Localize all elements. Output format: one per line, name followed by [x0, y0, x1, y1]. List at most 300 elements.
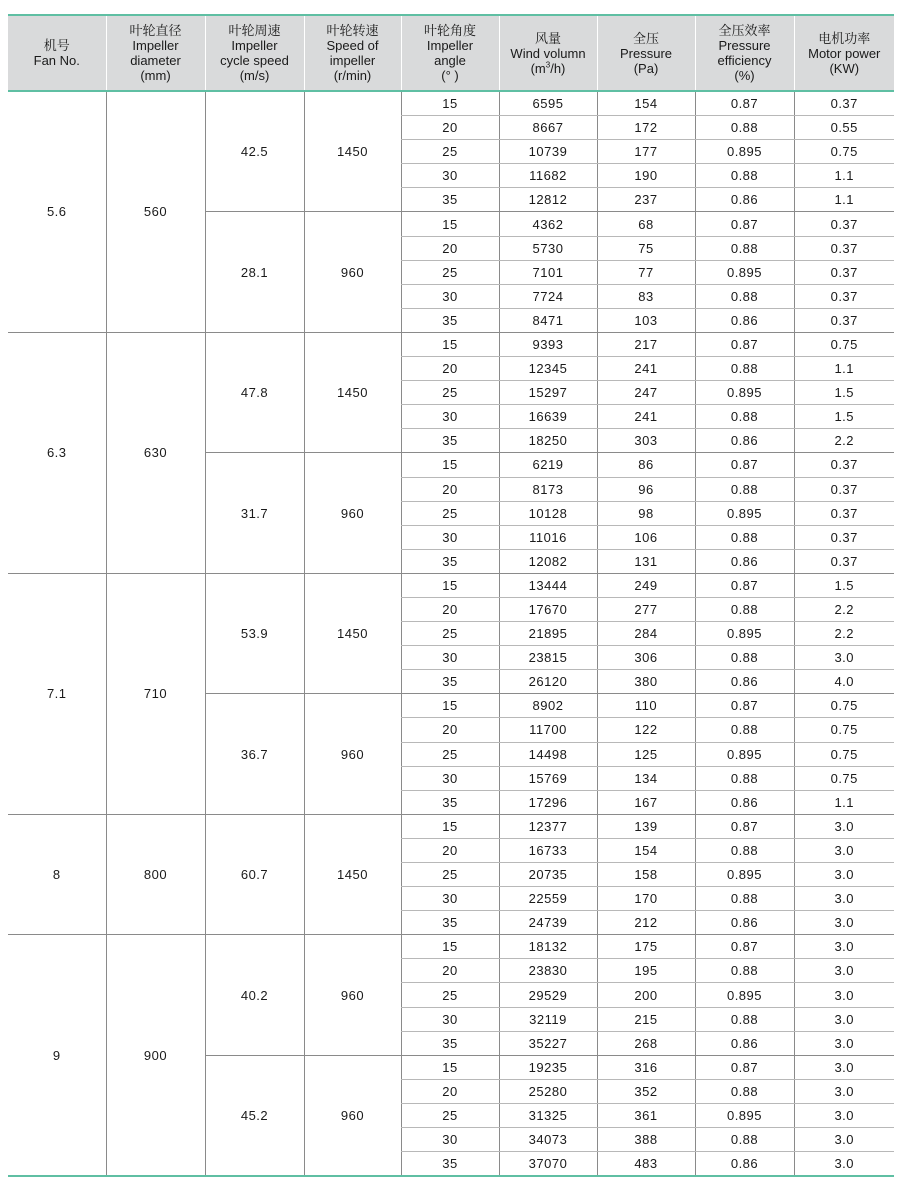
pressure-cell: 167 [597, 790, 695, 814]
motor-power-cell: 1.1 [794, 164, 894, 188]
efficiency-cell: 0.87 [695, 935, 794, 959]
header-en: impeller [329, 53, 376, 68]
angle-cell: 30 [401, 1007, 499, 1031]
wind-volume-cell: 10739 [499, 140, 597, 164]
header-en: (r/min) [333, 68, 372, 83]
efficiency-cell: 0.88 [695, 597, 794, 621]
pressure-cell: 98 [597, 501, 695, 525]
motor-power-cell: 3.0 [794, 863, 894, 887]
wind-volume-cell: 14498 [499, 742, 597, 766]
efficiency-cell: 0.86 [695, 549, 794, 573]
pressure-cell: 77 [597, 260, 695, 284]
efficiency-cell: 0.87 [695, 694, 794, 718]
efficiency-cell: 0.87 [695, 814, 794, 838]
wind-volume-cell: 24739 [499, 911, 597, 935]
wind-volume-cell: 13444 [499, 573, 597, 597]
header-cycle-speed [205, 15, 304, 91]
diameter-cell: 710 [106, 573, 205, 814]
angle-cell: 30 [401, 646, 499, 670]
motor-power-cell: 3.0 [794, 887, 894, 911]
wind-volume-cell: 18132 [499, 935, 597, 959]
pressure-cell: 217 [597, 332, 695, 356]
angle-cell: 35 [401, 429, 499, 453]
motor-power-cell: 3.0 [794, 814, 894, 838]
angle-cell: 30 [401, 887, 499, 911]
angle-cell: 15 [401, 935, 499, 959]
wind-volume-cell: 25280 [499, 1079, 597, 1103]
header-en: (KW) [829, 60, 860, 76]
motor-power-cell: 0.37 [794, 549, 894, 573]
angle-cell: 25 [401, 742, 499, 766]
efficiency-cell: 0.88 [695, 164, 794, 188]
wind-volume-cell: 7724 [499, 284, 597, 308]
angle-cell: 35 [401, 308, 499, 332]
efficiency-cell: 0.88 [695, 766, 794, 790]
header-zh: 电机功率 [818, 30, 871, 46]
fan-no-cell: 9 [8, 935, 106, 1176]
pressure-cell: 237 [597, 188, 695, 212]
angle-cell: 20 [401, 597, 499, 621]
header-impeller-angle [401, 15, 499, 91]
pressure-cell: 106 [597, 525, 695, 549]
angle-cell: 15 [401, 814, 499, 838]
wind-volume-cell: 9393 [499, 332, 597, 356]
wind-volume-cell: 15769 [499, 766, 597, 790]
angle-cell: 20 [401, 116, 499, 140]
header-en: (m/s) [239, 68, 270, 83]
cycle-speed-cell: 60.7 [205, 814, 304, 934]
wind-volume-cell: 6595 [499, 91, 597, 116]
unit-superscript: 3 [545, 60, 551, 70]
pressure-cell: 268 [597, 1031, 695, 1055]
motor-power-cell: 1.5 [794, 405, 894, 429]
motor-power-cell: 0.37 [794, 284, 894, 308]
efficiency-cell: 0.88 [695, 284, 794, 308]
pressure-cell: 158 [597, 863, 695, 887]
angle-cell: 15 [401, 332, 499, 356]
motor-power-cell: 0.37 [794, 260, 894, 284]
efficiency-cell: 0.895 [695, 501, 794, 525]
wind-volume-cell: 22559 [499, 887, 597, 911]
motor-power-cell: 0.55 [794, 116, 894, 140]
efficiency-cell: 0.895 [695, 381, 794, 405]
header-row [8, 15, 894, 91]
header-zh: 全压效率 [718, 23, 771, 38]
fan-no-cell: 8 [8, 814, 106, 934]
angle-cell: 20 [401, 357, 499, 381]
angle-cell: 20 [401, 1079, 499, 1103]
angle-cell: 35 [401, 1031, 499, 1055]
rpm-cell: 1450 [304, 573, 401, 693]
header-en: Wind volumn [510, 45, 586, 61]
pressure-cell: 352 [597, 1079, 695, 1103]
angle-cell: 25 [401, 501, 499, 525]
wind-volume-cell: 17296 [499, 790, 597, 814]
wind-volume-cell: 4362 [499, 212, 597, 236]
motor-power-cell: 4.0 [794, 670, 894, 694]
wind-volume-cell: 16639 [499, 405, 597, 429]
motor-power-cell: 0.75 [794, 140, 894, 164]
unit-part: /h) [550, 60, 566, 76]
pressure-cell: 122 [597, 718, 695, 742]
efficiency-cell: 0.86 [695, 308, 794, 332]
efficiency-cell: 0.87 [695, 1055, 794, 1079]
wind-volume-cell: 11682 [499, 164, 597, 188]
table-body [8, 91, 894, 1176]
wind-volume-cell: 18250 [499, 429, 597, 453]
motor-power-cell: 3.0 [794, 1152, 894, 1177]
cycle-speed-cell: 47.8 [205, 332, 304, 452]
table-header [8, 15, 894, 91]
efficiency-cell: 0.88 [695, 959, 794, 983]
header-en: Impeller [132, 38, 179, 53]
motor-power-cell: 3.0 [794, 646, 894, 670]
header-en: Motor power [808, 45, 881, 61]
header-en: Pressure [718, 38, 771, 53]
motor-power-cell: 2.2 [794, 597, 894, 621]
angle-cell: 30 [401, 525, 499, 549]
wind-volume-cell: 21895 [499, 622, 597, 646]
pressure-cell: 83 [597, 284, 695, 308]
efficiency-cell: 0.88 [695, 1128, 794, 1152]
header-motor-power [794, 15, 894, 91]
efficiency-cell: 0.86 [695, 188, 794, 212]
pressure-cell: 249 [597, 573, 695, 597]
motor-power-cell: 0.37 [794, 501, 894, 525]
wind-volume-cell: 29529 [499, 983, 597, 1007]
motor-power-cell: 1.5 [794, 573, 894, 597]
angle-cell: 30 [401, 766, 499, 790]
motor-power-cell: 0.37 [794, 212, 894, 236]
rpm-cell: 960 [304, 1055, 401, 1176]
header-wind-volume [499, 15, 597, 91]
header-zh: 机号 [43, 38, 70, 53]
header-fan-no [8, 15, 106, 91]
pressure-cell: 483 [597, 1152, 695, 1177]
wind-volume-cell: 6219 [499, 453, 597, 477]
header-en: cycle speed [220, 53, 289, 68]
angle-cell: 25 [401, 140, 499, 164]
motor-power-cell: 3.0 [794, 1055, 894, 1079]
efficiency-cell: 0.895 [695, 1103, 794, 1127]
rpm-cell: 960 [304, 212, 401, 332]
motor-power-cell: 1.1 [794, 188, 894, 212]
pressure-cell: 96 [597, 477, 695, 501]
angle-cell: 30 [401, 164, 499, 188]
cycle-speed-cell: 36.7 [205, 694, 304, 814]
header-zh: 叶轮转速 [326, 23, 379, 38]
cycle-speed-cell: 28.1 [205, 212, 304, 332]
wind-volume-cell: 16733 [499, 838, 597, 862]
pressure-cell: 170 [597, 887, 695, 911]
angle-cell: 25 [401, 1103, 499, 1127]
pressure-cell: 154 [597, 91, 695, 116]
wind-volume-cell: 20735 [499, 863, 597, 887]
table-row [8, 91, 894, 116]
wind-volume-cell: 11700 [499, 718, 597, 742]
wind-volume-cell: 32119 [499, 1007, 597, 1031]
wind-volume-cell: 35227 [499, 1031, 597, 1055]
angle-cell: 35 [401, 549, 499, 573]
efficiency-cell: 0.88 [695, 357, 794, 381]
angle-cell: 30 [401, 1128, 499, 1152]
pressure-cell: 247 [597, 381, 695, 405]
efficiency-cell: 0.895 [695, 140, 794, 164]
motor-power-cell: 3.0 [794, 838, 894, 862]
angle-cell: 15 [401, 694, 499, 718]
header-en: (° ) [441, 68, 459, 83]
angle-cell: 25 [401, 622, 499, 646]
motor-power-cell: 1.1 [794, 790, 894, 814]
rpm-cell: 960 [304, 694, 401, 814]
motor-power-cell: 2.2 [794, 622, 894, 646]
efficiency-cell: 0.88 [695, 718, 794, 742]
header-en: Fan No. [33, 53, 80, 68]
pressure-cell: 110 [597, 694, 695, 718]
efficiency-cell: 0.88 [695, 1007, 794, 1031]
wind-volume-cell: 26120 [499, 670, 597, 694]
efficiency-cell: 0.895 [695, 260, 794, 284]
efficiency-cell: 0.88 [695, 887, 794, 911]
wind-volume-cell: 8667 [499, 116, 597, 140]
wind-volume-cell: 12377 [499, 814, 597, 838]
fan-no-cell: 7.1 [8, 573, 106, 814]
motor-power-cell: 3.0 [794, 959, 894, 983]
angle-cell: 35 [401, 1152, 499, 1177]
pressure-cell: 277 [597, 597, 695, 621]
pressure-cell: 195 [597, 959, 695, 983]
efficiency-cell: 0.87 [695, 91, 794, 116]
header-en: (%) [734, 68, 755, 83]
efficiency-cell: 0.86 [695, 429, 794, 453]
angle-cell: 15 [401, 212, 499, 236]
table-row [8, 332, 894, 356]
motor-power-cell: 2.2 [794, 429, 894, 453]
motor-power-cell: 1.1 [794, 357, 894, 381]
header-impeller-speed [304, 15, 401, 91]
header-en: diameter [130, 53, 181, 68]
fan-no-cell: 5.6 [8, 91, 106, 332]
motor-power-cell: 3.0 [794, 1079, 894, 1103]
efficiency-cell: 0.88 [695, 1079, 794, 1103]
diameter-cell: 900 [106, 935, 205, 1176]
wind-volume-cell: 12082 [499, 549, 597, 573]
pressure-cell: 190 [597, 164, 695, 188]
angle-cell: 20 [401, 959, 499, 983]
motor-power-cell: 0.37 [794, 91, 894, 116]
header-impeller-diameter [106, 15, 205, 91]
pressure-cell: 177 [597, 140, 695, 164]
efficiency-cell: 0.895 [695, 742, 794, 766]
motor-power-cell: 3.0 [794, 935, 894, 959]
angle-cell: 30 [401, 405, 499, 429]
rpm-cell: 1450 [304, 814, 401, 934]
pressure-cell: 75 [597, 236, 695, 260]
wind-volume-cell: 23815 [499, 646, 597, 670]
angle-cell: 20 [401, 477, 499, 501]
pressure-cell: 125 [597, 742, 695, 766]
motor-power-cell: 3.0 [794, 911, 894, 935]
motor-power-cell: 3.0 [794, 1031, 894, 1055]
efficiency-cell: 0.895 [695, 863, 794, 887]
motor-power-cell: 0.75 [794, 766, 894, 790]
pressure-cell: 316 [597, 1055, 695, 1079]
cycle-speed-cell: 45.2 [205, 1055, 304, 1176]
efficiency-cell: 0.88 [695, 525, 794, 549]
angle-cell: 30 [401, 284, 499, 308]
pressure-cell: 134 [597, 766, 695, 790]
angle-cell: 25 [401, 863, 499, 887]
efficiency-cell: 0.895 [695, 983, 794, 1007]
rpm-cell: 960 [304, 453, 401, 573]
header-pressure [597, 15, 695, 91]
wind-volume-cell: 31325 [499, 1103, 597, 1127]
wind-volume-cell: 12345 [499, 357, 597, 381]
wind-volume-cell: 8173 [499, 477, 597, 501]
wind-volume-cell: 11016 [499, 525, 597, 549]
angle-cell: 15 [401, 573, 499, 597]
pressure-cell: 361 [597, 1103, 695, 1127]
efficiency-cell: 0.895 [695, 622, 794, 646]
fan-performance-table [8, 14, 894, 1177]
efficiency-cell: 0.88 [695, 116, 794, 140]
unit-part: (m [530, 60, 546, 76]
table-row [8, 935, 894, 959]
motor-power-cell: 0.37 [794, 453, 894, 477]
motor-power-cell: 0.75 [794, 718, 894, 742]
header-zh: 全压 [632, 30, 659, 46]
wind-volume-cell: 37070 [499, 1152, 597, 1177]
rpm-cell: 1450 [304, 91, 401, 212]
efficiency-cell: 0.88 [695, 838, 794, 862]
diameter-cell: 800 [106, 814, 205, 934]
angle-cell: 15 [401, 91, 499, 116]
pressure-cell: 284 [597, 622, 695, 646]
header-unit [502, 61, 595, 76]
pressure-cell: 241 [597, 405, 695, 429]
pressure-cell: 131 [597, 549, 695, 573]
pressure-cell: 200 [597, 983, 695, 1007]
pressure-cell: 212 [597, 911, 695, 935]
motor-power-cell: 0.75 [794, 742, 894, 766]
efficiency-cell: 0.88 [695, 236, 794, 260]
efficiency-cell: 0.87 [695, 573, 794, 597]
efficiency-cell: 0.88 [695, 477, 794, 501]
table-row [8, 814, 894, 838]
header-zh: 叶轮角度 [423, 23, 476, 38]
motor-power-cell: 0.37 [794, 525, 894, 549]
cycle-speed-cell: 42.5 [205, 91, 304, 212]
efficiency-cell: 0.86 [695, 1152, 794, 1177]
header-zh: 风量 [534, 30, 561, 46]
motor-power-cell: 3.0 [794, 1128, 894, 1152]
efficiency-cell: 0.86 [695, 1031, 794, 1055]
header-en: Pressure [619, 45, 673, 61]
wind-volume-cell: 8902 [499, 694, 597, 718]
wind-volume-cell: 10128 [499, 501, 597, 525]
wind-volume-cell: 34073 [499, 1128, 597, 1152]
angle-cell: 15 [401, 453, 499, 477]
motor-power-cell: 3.0 [794, 1103, 894, 1127]
table-row [8, 573, 894, 597]
wind-volume-cell: 5730 [499, 236, 597, 260]
pressure-cell: 139 [597, 814, 695, 838]
motor-power-cell: 0.75 [794, 694, 894, 718]
pressure-cell: 306 [597, 646, 695, 670]
header-en: (Pa) [633, 60, 659, 76]
diameter-cell: 560 [106, 91, 205, 332]
motor-power-cell: 0.37 [794, 477, 894, 501]
diameter-cell: 630 [106, 332, 205, 573]
angle-cell: 25 [401, 260, 499, 284]
rpm-cell: 1450 [304, 332, 401, 452]
header-efficiency [695, 15, 794, 91]
rpm-cell: 960 [304, 935, 401, 1055]
fan-performance-table-wrapper [8, 14, 894, 1177]
motor-power-cell: 0.75 [794, 332, 894, 356]
pressure-cell: 215 [597, 1007, 695, 1031]
angle-cell: 20 [401, 718, 499, 742]
efficiency-cell: 0.88 [695, 646, 794, 670]
motor-power-cell: 3.0 [794, 1007, 894, 1031]
efficiency-cell: 0.88 [695, 405, 794, 429]
angle-cell: 35 [401, 188, 499, 212]
cycle-speed-cell: 53.9 [205, 573, 304, 693]
efficiency-cell: 0.86 [695, 790, 794, 814]
wind-volume-cell: 8471 [499, 308, 597, 332]
pressure-cell: 68 [597, 212, 695, 236]
header-en: Impeller [231, 38, 278, 53]
pressure-cell: 103 [597, 308, 695, 332]
angle-cell: 35 [401, 911, 499, 935]
header-en: angle [434, 53, 466, 68]
fan-no-cell: 6.3 [8, 332, 106, 573]
angle-cell: 20 [401, 838, 499, 862]
efficiency-cell: 0.87 [695, 332, 794, 356]
motor-power-cell: 1.5 [794, 381, 894, 405]
motor-power-cell: 3.0 [794, 983, 894, 1007]
header-en: Speed of [326, 38, 379, 53]
efficiency-cell: 0.86 [695, 670, 794, 694]
cycle-speed-cell: 40.2 [205, 935, 304, 1055]
header-zh: 叶轮直径 [129, 23, 182, 38]
wind-volume-cell: 7101 [499, 260, 597, 284]
motor-power-cell: 0.37 [794, 236, 894, 260]
header-en: Impeller [426, 38, 474, 53]
angle-cell: 25 [401, 381, 499, 405]
angle-cell: 25 [401, 983, 499, 1007]
pressure-cell: 388 [597, 1128, 695, 1152]
pressure-cell: 241 [597, 357, 695, 381]
angle-cell: 15 [401, 1055, 499, 1079]
pressure-cell: 154 [597, 838, 695, 862]
cycle-speed-cell: 31.7 [205, 453, 304, 573]
wind-volume-cell: 19235 [499, 1055, 597, 1079]
angle-cell: 35 [401, 790, 499, 814]
angle-cell: 35 [401, 670, 499, 694]
efficiency-cell: 0.87 [695, 212, 794, 236]
header-en: efficiency [717, 53, 772, 68]
pressure-cell: 303 [597, 429, 695, 453]
header-zh: 叶轮周速 [228, 23, 281, 38]
pressure-cell: 175 [597, 935, 695, 959]
pressure-cell: 172 [597, 116, 695, 140]
wind-volume-cell: 23830 [499, 959, 597, 983]
efficiency-cell: 0.87 [695, 453, 794, 477]
angle-cell: 20 [401, 236, 499, 260]
motor-power-cell: 0.37 [794, 308, 894, 332]
wind-volume-cell: 15297 [499, 381, 597, 405]
